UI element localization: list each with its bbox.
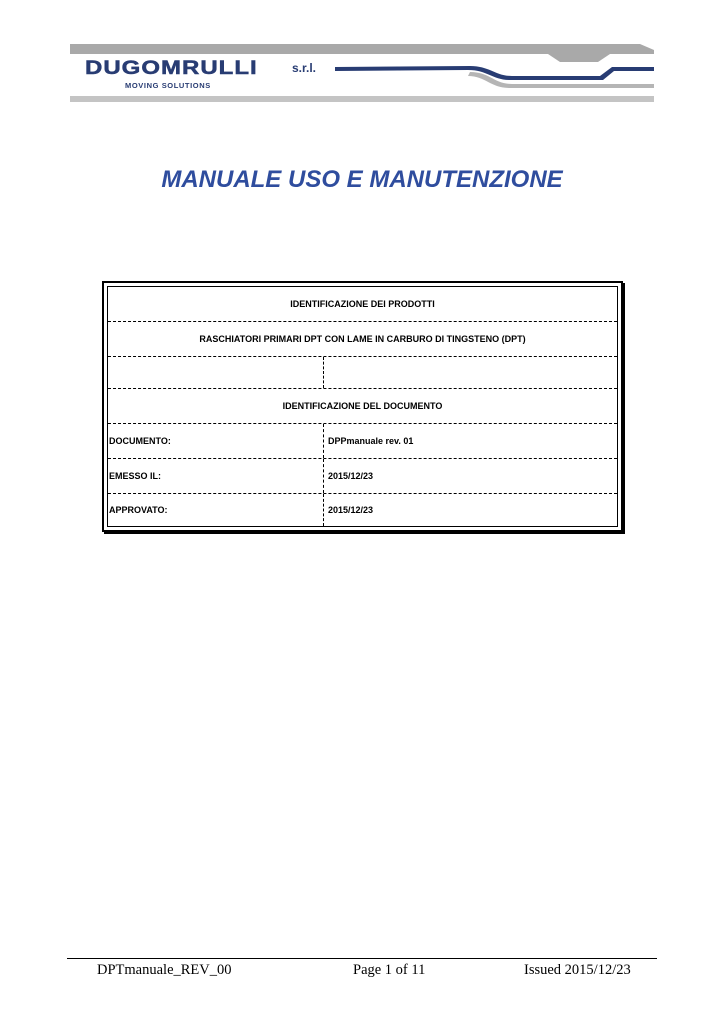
- table-row-empty: [108, 357, 617, 389]
- footer-page-number: Page 1 of 11: [353, 962, 426, 978]
- footer-divider: [67, 958, 657, 959]
- row-label-approvato: APPROVATO:: [109, 505, 168, 515]
- logo-tagline: MOVING SOLUTIONS: [125, 81, 211, 90]
- row-label-documento: DOCUMENTO:: [109, 436, 171, 446]
- empty-cell: [109, 357, 319, 388]
- row-label-emesso: EMESSO IL:: [109, 471, 162, 481]
- footer-document-code: DPTmanuale_REV_00: [97, 962, 232, 978]
- logo-band-graphic: [0, 0, 724, 110]
- document-section-header: IDENTIFICAZIONE DEL DOCUMENTO: [282, 401, 443, 411]
- table-row: [108, 459, 617, 494]
- table-row: [108, 389, 617, 424]
- identification-table: [102, 281, 623, 532]
- product-section-header: IDENTIFICAZIONE DEI PRODOTTI: [290, 299, 435, 309]
- row-value-documento: DPPmanuale rev. 01: [323, 424, 617, 458]
- row-value-approvato: 2015/12/23: [323, 494, 617, 526]
- logo-wordmark: DUGOMRULLI: [85, 57, 258, 80]
- row-value-emesso: 2015/12/23: [323, 459, 617, 493]
- product-name: RASCHIATORI PRIMARI DPT CON LAME IN CARBURO DI TINGSTENO (DPT): [199, 334, 526, 344]
- table-row: [108, 424, 617, 459]
- table-row: [108, 494, 617, 526]
- logo-suffix: s.r.l.: [292, 61, 317, 75]
- company-logo: [0, 0, 724, 110]
- page-title: MANUALE USO E MANUTENZIONE: [161, 166, 563, 193]
- identification-table-inner: [107, 286, 618, 527]
- empty-cell: [323, 357, 617, 388]
- table-row: [108, 287, 617, 322]
- table-row: [108, 322, 617, 357]
- footer-issue-date: Issued 2015/12/23: [524, 962, 631, 978]
